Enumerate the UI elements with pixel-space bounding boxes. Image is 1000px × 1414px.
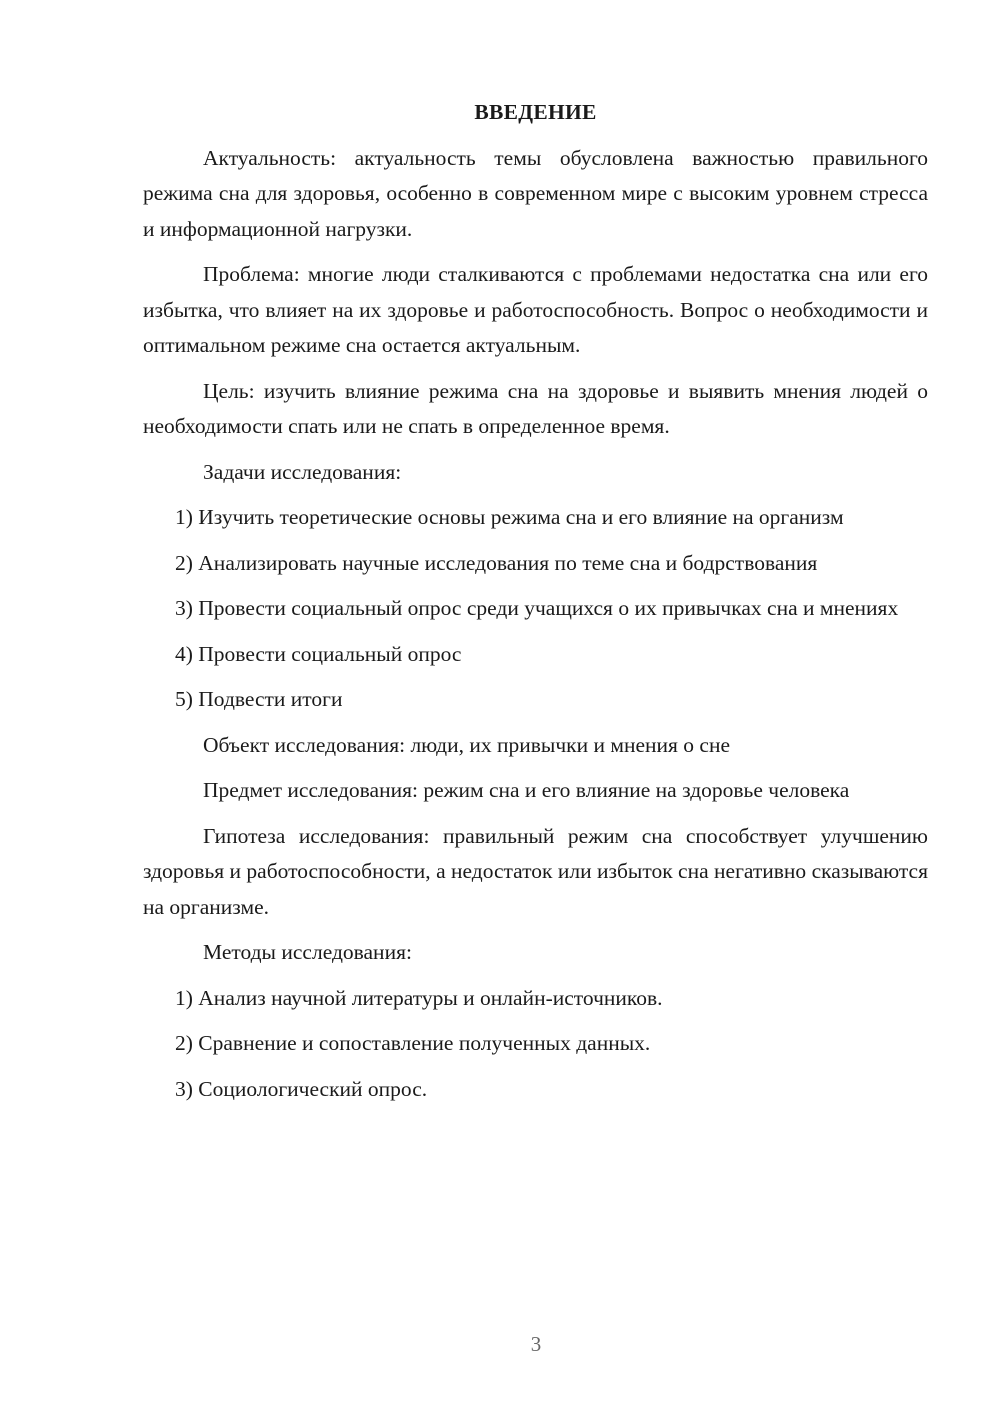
- task-item: 2) Анализировать научные исследования по теме сна и бодрствования: [175, 550, 818, 575]
- task-item: 5) Подвести итоги: [175, 687, 343, 711]
- section-heading: ВВЕДЕНИЕ: [474, 100, 597, 124]
- subject-paragraph: Предмет исследования: режим сна и его влияние на здоровье человека: [203, 778, 850, 802]
- task-item: 1) Изучить теоретические основы режима сна и его влияние на организм: [175, 505, 844, 529]
- object-paragraph: Объект исследования: люди, их привычки и мнения о сне: [203, 732, 731, 757]
- methods-title: Методы исследования:: [203, 940, 412, 964]
- hypothesis-paragraph: Гипотеза исследования: правильный режим сна способствует улучшению здоровья и работоспособности, а недостаток или избыток сна негативно сказываются на организме.: [143, 823, 928, 919]
- page-content: [143, 95, 928, 1117]
- method-item: 3) Социологический опрос.: [175, 1076, 428, 1101]
- methods-list: [143, 981, 928, 1108]
- page-number: 3: [530, 1332, 542, 1356]
- tasks-title: Задачи исследования:: [203, 459, 402, 484]
- problem-paragraph: Проблема: многие люди сталкиваются с проблемами недостатка сна или его избытка, что влияет на их здоровье и работоспособность. Вопрос о необходимости и оптимальном режиме сна остается актуальным.: [143, 262, 928, 357]
- tasks-list: [143, 500, 928, 718]
- goal-paragraph: Цель: изучить влияние режима сна на здоровье и выявить мнения людей о необходимости спать или не спать в определенное время.: [143, 378, 928, 438]
- method-item: 1) Анализ научной литературы и онлайн-источников.: [175, 985, 663, 1010]
- task-item: 3) Провести социальный опрос среди учащихся о их привычках сна и мнениях: [175, 596, 899, 620]
- relevance-paragraph: Актуальность: актуальность темы обусловлена важностью правильного режима сна для здоровья, особенно в современном мире с высоким уровнем стресса и информационной нагрузки.: [143, 145, 928, 241]
- method-item: 2) Сравнение и сопоставление полученных данных.: [175, 1031, 651, 1055]
- task-item: 4) Провести социальный опрос: [175, 641, 462, 666]
